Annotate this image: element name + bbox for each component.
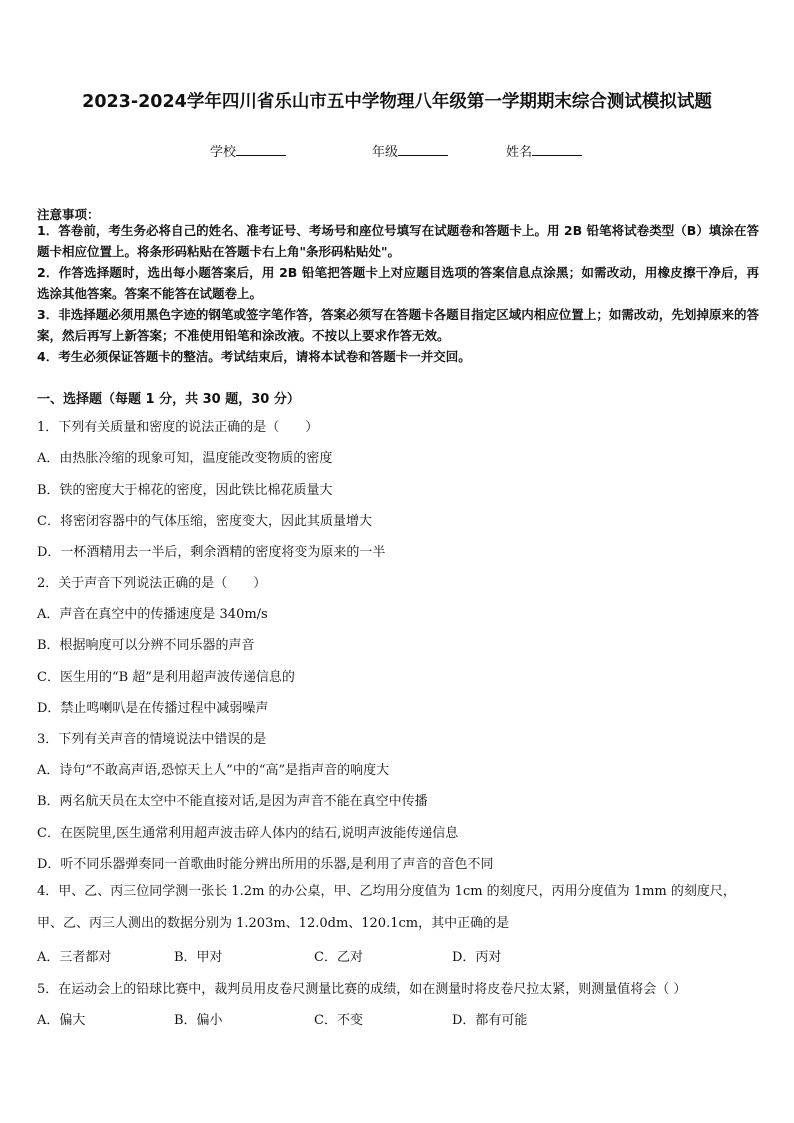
- option-5d: D．都有可能: [452, 1013, 528, 1028]
- option-1b: B．铁的密度大于棉花的密度，因此铁比棉花质量大: [37, 483, 333, 498]
- question-stem-3: 3．下列有关声音的情境说法中错误的是: [37, 732, 267, 747]
- option-4d: D．丙对: [452, 950, 502, 965]
- notice-item: 4．考生必须保证答题卡的整洁。考试结束后，请将本试卷和答题卡一并交回。: [37, 349, 471, 364]
- notice-heading: 注意事项：: [37, 207, 100, 222]
- name-field: [506, 141, 582, 160]
- notice-item: 2．作答选择题时，选出每小题答案后，用 2B 铅笔把答题卡上对应题目选项的答案信息点涂黑；如需改动，用橡皮擦干净后，再选涂其他答案。答案不能答在试题卷上。: [37, 265, 759, 301]
- option-1c: C．将密闭容器中的气体压缩，密度变大，因此其质量增大: [37, 514, 372, 529]
- section-title: 一、选择题（每题 1 分，共 30 题，30 分）: [37, 392, 300, 407]
- notice-item: 3．非选择题必须用黑色字迹的钢笔或签字笔作答，答案必须写在答题卡各题目指定区域内相应位置上；如需改动，先划掉原来的答案，然后再写上新答案；不准使用铅笔和涂改液。不按以上要求作答无效。: [37, 307, 759, 343]
- option-3c: C．在医院里,医生通常利用超声波击碎人体内的结石,说明声波能传递信息: [37, 826, 459, 841]
- question-stem-4: 4．甲、乙、丙三位同学测一张长 1.2m 的办公桌，甲、乙均用分度值为 1cm 的刻度尺，丙用分度值为 1mm 的刻度尺，甲、乙、丙三人测出的数据分别为 1.203m、12.0dm、120.1cm，其中正确的是: [37, 884, 736, 931]
- question-stem-2: 2．关于声音下列说法正确的是（ ）: [37, 576, 267, 591]
- question-stem-5: 5．在运动会上的铅球比赛中，裁判员用皮卷尺测量比赛的成绩，如在测量时将皮卷尺拉太紧，则测量值将会（ ）: [37, 982, 687, 997]
- option-2c: C．医生用的“B 超”是利用超声波传递信息的: [37, 670, 295, 685]
- option-4b: B．甲对: [174, 950, 223, 965]
- grade-field: [372, 141, 448, 160]
- option-2d: D．禁止鸣喇叭是在传播过程中减弱噪声: [37, 701, 269, 716]
- notice-list: [37, 220, 759, 367]
- name-blank: [532, 143, 582, 156]
- option-4a: A．三者都对: [37, 950, 112, 965]
- notice-item: 1．答卷前，考生务必将自己的姓名、准考证号、考场号和座位号填写在试题卷和答题卡上。用 2B 铅笔将试卷类型（B）填涂在答题卡相应位置上。将条形码粘贴在答题卡右上角"条形码粘贴处"。: [37, 223, 759, 259]
- option-4c: C．乙对: [314, 950, 363, 965]
- name-label: 姓名: [506, 145, 533, 160]
- grade-label: 年级: [372, 145, 399, 160]
- option-5b: B．偏小: [174, 1013, 223, 1028]
- page-title: 2023-2024学年四川省乐山市五中学物理八年级第一学期期末综合测试模拟试题: [82, 92, 712, 112]
- option-1a: A．由热胀冷缩的现象可知，温度能改变物质的密度: [37, 451, 333, 466]
- question-stem-1: 1．下列有关质量和密度的说法正确的是（ ）: [37, 420, 319, 435]
- school-field: [210, 141, 286, 160]
- option-2a: A．声音在真空中的传播速度是 340m/s: [37, 607, 268, 622]
- option-5a: A．偏大: [37, 1013, 86, 1028]
- school-label: 学校: [210, 145, 237, 160]
- grade-blank: [398, 143, 448, 156]
- option-3d: D．听不同乐器弹奏同一首歌曲时能分辨出所用的乐器,是利用了声音的音色不同: [37, 857, 494, 872]
- option-3a: A．诗句“不敢高声语,恐惊天上人”中的“高”是指声音的响度大: [37, 763, 390, 778]
- option-1d: D．一杯酒精用去一半后，剩余酒精的密度将变为原来的一半: [37, 545, 386, 560]
- school-blank: [236, 143, 286, 156]
- option-2b: B．根据响度可以分辨不同乐器的声音: [37, 638, 255, 653]
- option-3b: B．两名航天员在太空中不能直接对话,是因为声音不能在真空中传播: [37, 794, 428, 809]
- option-5c: C．不变: [314, 1013, 363, 1028]
